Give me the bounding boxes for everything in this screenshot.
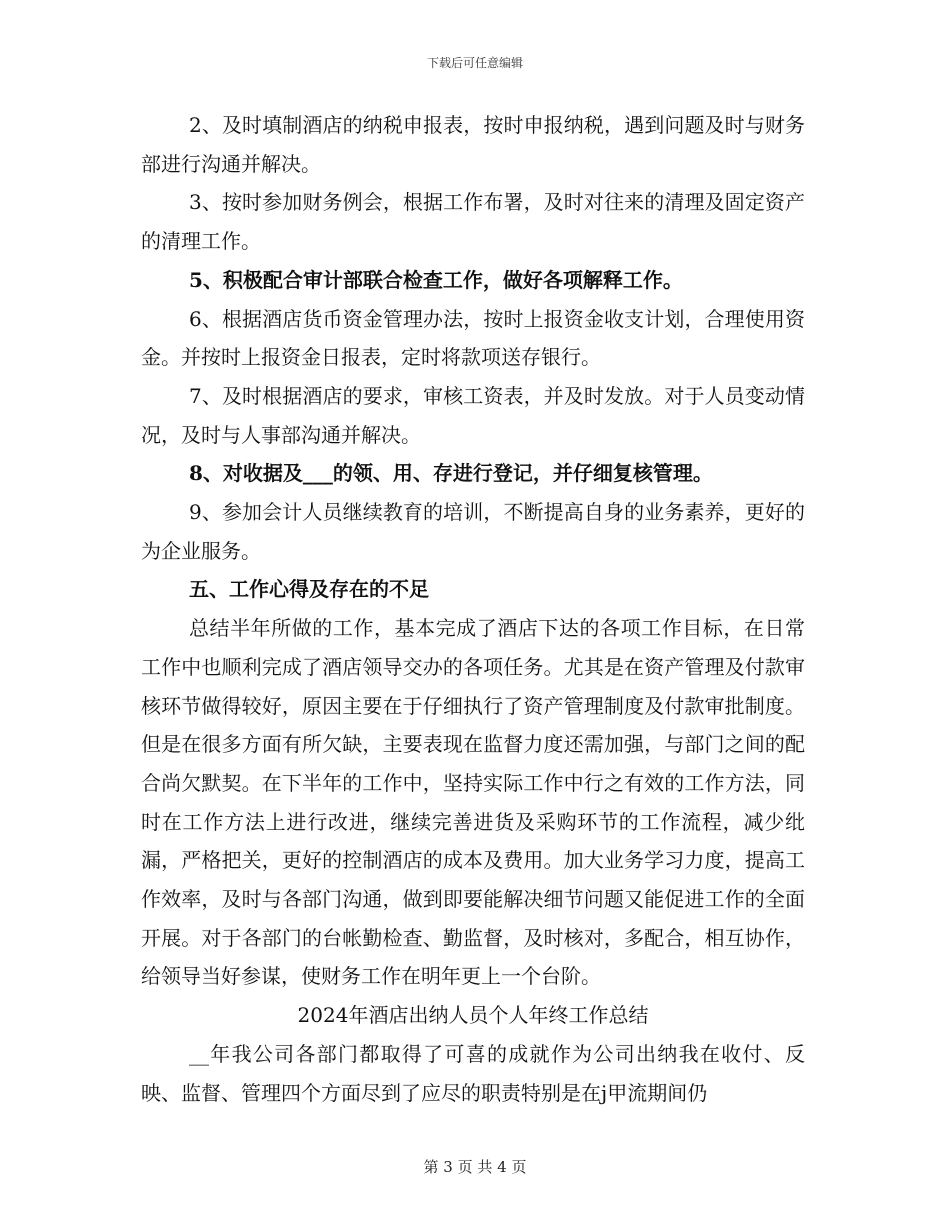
paragraph-item-2: 2、及时填制酒店的纳税申报表，按时申报纳税，遇到问题及时与财务部进行沟通并解决。 (141, 113, 805, 176)
paragraph-item-3: 3、按时参加财务例会，根据工作布署，及时对往来的清理及固定资产的清理工作。 (141, 190, 805, 254)
paragraph-item-5: 5、积极配合审计部联合检查工作，做好各项解释工作。 (189, 267, 683, 292)
document-title: 2024年酒店出纳人员个人年终工作总结 (297, 1003, 649, 1028)
page-header: 下载后可任意编辑 (426, 56, 523, 70)
paragraph-item-9: 9、参加会计人员继续教育的培训，不断提高自身的业务素养，更好的为企业服务。 (141, 500, 805, 563)
document-body (141, 106, 805, 1112)
paragraph-item-7: 7、及时根据酒店的要求，审核工资表，并及时发放。对于人员变动情况，及时与人事部沟通并解决。 (141, 383, 805, 447)
page-footer: 第 3 页 共 4 页 (423, 1158, 527, 1176)
section-heading: 五、工作心得及存在的不足 (189, 577, 429, 602)
summary-paragraph: 总结半年所做的工作，基本完成了酒店下达的各项工作目标，在日常工作中也顺利完成了酒店领导交办的各项任务。尤其是在资产管理及付款审核环节做得较好，原因主要在于仔细执行了资产管理制度及付款审批制度。但是在很多方面有所欠缺，主要表现在监督力度还需加强，与部门之间的配合尚欠默契。在下半年的工作中，坚持实际工作中行之有效的工作方法，同时在工作方法上进行改进，继续完善进货及采购环节的工作流程，减少纰漏，严格把关，更好的控制酒店的成本及费用。加大业务学习力度，提高工作效率，及时与各部门沟通，做到即要能解决细节问题又能促进工作的全面开展。对于各部门的台帐勤检查、勤监督，及时核对，多配合，相互协作，给领导当好参谋，使财务工作在明年更上一个台阶。 (141, 616, 805, 989)
paragraph-item-6: 6、根据酒店货币资金管理办法，按时上报资金收支计划，合理使用资金。并按时上报资金日报表，定时将款项送存银行。 (141, 306, 805, 370)
intro-paragraph: __年我公司各部门都取得了可喜的成就作为公司出纳我在收付、反映、监督、管理四个方面尽到了应尽的职责特别是在j甲流期间仍 (141, 1041, 805, 1105)
paragraph-item-8: 8、对收据及___的领、用、存进行登记，并仔细复核管理。 (189, 461, 713, 486)
